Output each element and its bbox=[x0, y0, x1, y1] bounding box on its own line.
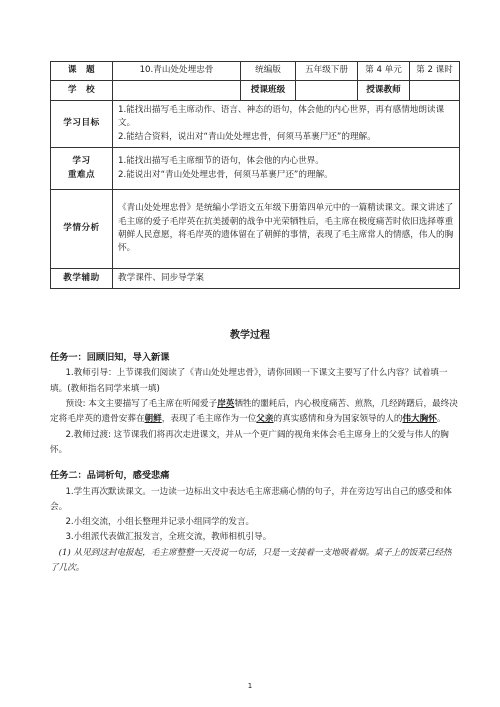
label-key-bottom: 重难点 bbox=[67, 169, 96, 180]
blank-answer: 父亲 bbox=[256, 414, 274, 425]
label-analysis: 学情分析 bbox=[51, 190, 113, 269]
school-value bbox=[113, 81, 241, 101]
table-row bbox=[51, 62, 460, 81]
goals-content bbox=[113, 101, 460, 148]
label-teacher: 授课教师 bbox=[358, 81, 410, 101]
label-key-points bbox=[51, 148, 113, 190]
task-heading: 任务二：品词析句，感受悲痛 bbox=[50, 470, 170, 482]
edition: 统编版 bbox=[241, 62, 296, 81]
aids-content: 教学课件、同步导学案 bbox=[113, 269, 460, 289]
paragraph: 2.教师过渡: 这节课我们将再次走进课文，并从一个更广阔的视角来体会毛主席身上的父爱与伟人的胸怀。 bbox=[50, 429, 449, 455]
teaching-process bbox=[50, 348, 459, 576]
table-row bbox=[51, 81, 460, 101]
key-point-item: 2.能说出对“青山处处埋忠骨，何须马革裹尸还”的理解。 bbox=[118, 169, 333, 180]
text-run: 。 bbox=[436, 414, 446, 425]
label-school: 学 校 bbox=[51, 81, 113, 101]
blank-answer: 朝鲜 bbox=[144, 414, 162, 425]
quote-paragraph: (1) 从见到这封电报起，毛主席整整一天没说一句话，只是一支接着一支地吸着烟。桌子上的饭菜已经热了几次。 bbox=[50, 547, 452, 574]
paragraph: 3.小组派代表做汇报发言，全班交流，教师相机引导。 bbox=[65, 532, 272, 543]
label-topic: 课 题 bbox=[51, 62, 113, 81]
goal-item: 2.能结合资料，说出对“青山处处埋忠骨，何须马革裹尸还”的理解。 bbox=[118, 131, 376, 142]
lesson-info-table bbox=[50, 61, 460, 289]
blank-answer: 岸英 bbox=[217, 398, 235, 409]
paragraph-preset bbox=[50, 397, 459, 428]
analysis-text: 《青山处处埋忠骨》是统编小学语文五年级下册第四单元中的一篇精读课文。课文讲述了毛主席的爱子毛岸英在抗美援朝的战争中光荣牺牲后，毛主席在极度痛苦时依旧选择尊重朝鲜人民意愿，将毛岸英的遗体留在了朝鲜的事情，表现了毛主席常人的情感，伟人的胸怀。 bbox=[118, 203, 454, 254]
class-value bbox=[296, 81, 358, 101]
paragraph: 1.教师引导：上节课我们阅读了《青山处处埋忠骨》，请你回顾一下课文主要写了什么内容？试着填一填。(教师指名同学来填一填) bbox=[50, 368, 448, 394]
lesson-period: 第 2 课时 bbox=[410, 62, 460, 81]
blank-answer: 伟大胸怀 bbox=[402, 414, 437, 425]
analysis-content bbox=[113, 190, 460, 269]
key-point-item: 1.能找出描写毛主席细节的语句，体会他的内心世界。 bbox=[118, 156, 324, 167]
unit: 第 4 单元 bbox=[358, 62, 410, 81]
paragraph: 2.小组交流，小组长整理并记录小组同学的发言。 bbox=[65, 517, 255, 528]
label-key-top: 学习 bbox=[72, 156, 91, 167]
teacher-value bbox=[410, 81, 460, 101]
text-run: 牺牲的噩耗后，内心极度痛苦、煎熬，几经踌躇后，最终决定将毛岸英的遗骨安葬在 bbox=[50, 398, 458, 425]
label-aids: 教学辅助 bbox=[51, 269, 113, 289]
task-heading: 任务一：回顾旧知，导入新课 bbox=[50, 352, 170, 363]
label-goals: 学习目标 bbox=[51, 101, 113, 148]
text-run: ，表现了毛主席作为一位 bbox=[161, 414, 257, 425]
text-run: 预设: 本文主要描写了毛主席在听闻爱子 bbox=[65, 398, 218, 409]
paragraph: 1.学生再次默读课文。一边读一边标出文中表达毛主席悲痛心情的句子，并在旁边写出自己的感受和体会。 bbox=[50, 486, 452, 512]
table-row bbox=[51, 190, 460, 269]
table-row bbox=[51, 101, 460, 148]
text-run: 的真实感情和身为国家领导的人的 bbox=[273, 414, 403, 425]
section-title: 教学过程 bbox=[230, 330, 270, 341]
label-class: 授课班级 bbox=[241, 81, 296, 101]
page-number: 1 bbox=[247, 682, 253, 690]
lesson-title: 10.青山处处埋忠骨 bbox=[113, 62, 241, 81]
grade: 五年级下册 bbox=[296, 62, 358, 81]
table-row bbox=[51, 269, 460, 289]
key-points-content bbox=[113, 148, 460, 190]
table-row bbox=[51, 148, 460, 190]
goal-item: 1.能找出描写毛主席动作、语言、神态的语句，体会他的内心世界，再有感情地朗读课文。 bbox=[118, 105, 445, 129]
